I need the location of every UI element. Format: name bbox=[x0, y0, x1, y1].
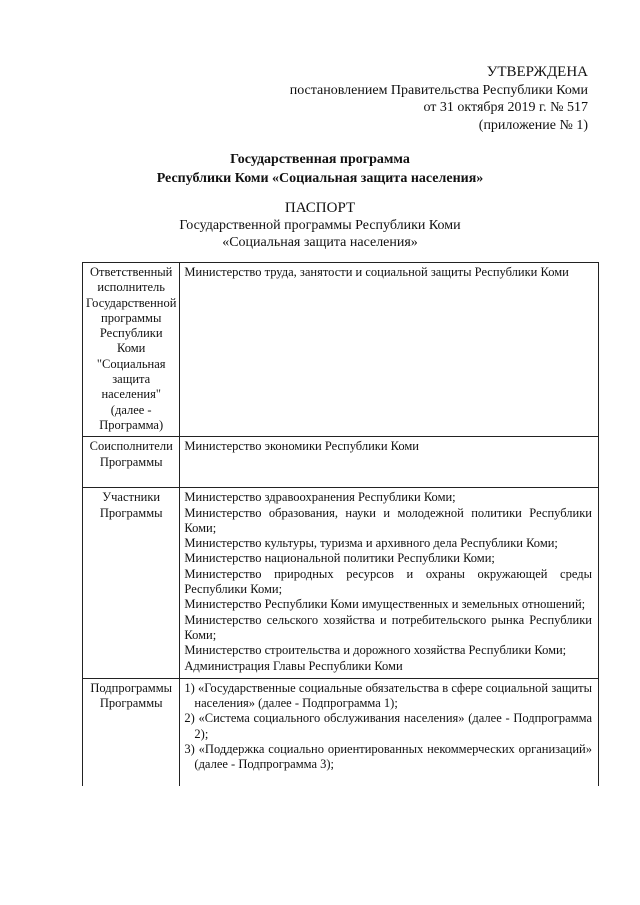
approval-line-1: постановлением Правительства Республики Коми bbox=[289, 82, 588, 98]
value-line: 1) «Государственные социальные обязательства в сфере социальной защиты населения» (далее - Подпрограмма 1); bbox=[184, 680, 592, 711]
approval-block bbox=[258, 64, 588, 134]
value-line: 2) «Система социального обслуживания населения» (далее - Подпрограмма 2); bbox=[184, 711, 592, 741]
row-label: Соисполнители Программы bbox=[83, 437, 180, 488]
approval-line-2: от 31 октября 2019 г. № 517 bbox=[423, 100, 588, 115]
program-title-line-1: Государственная программа bbox=[230, 152, 410, 167]
program-title-line-2: Республики Коми «Социальная защита населения» bbox=[156, 171, 484, 186]
value-line: Администрация Главы Республики Коми bbox=[184, 658, 403, 673]
passport-line-2: «Социальная защита населения» bbox=[222, 235, 418, 250]
passport-table bbox=[82, 262, 599, 786]
row-label: Участники Программы bbox=[83, 488, 180, 679]
table-row-subprograms bbox=[83, 678, 599, 786]
table-row-responsible bbox=[83, 263, 599, 437]
passport-heading-block bbox=[0, 200, 640, 251]
value-line: 3) «Поддержка социально ориентированных некоммерческих организаций» (далее - Подпрограмма 3); bbox=[184, 742, 592, 772]
value-line: Министерство культуры, туризма и архивного дела Республики Коми; bbox=[184, 536, 558, 551]
value-line: Министерство экономики Республики Коми bbox=[184, 439, 420, 454]
table-row-coexecutors bbox=[83, 437, 599, 488]
approval-line-3: (приложение № 1) bbox=[478, 117, 588, 133]
value-line: Министерство здравоохранения Республики Коми; bbox=[184, 490, 456, 505]
table-row-participants bbox=[83, 488, 599, 679]
value-line: Министерство образования, науки и молодежной политики Республики Коми; bbox=[184, 505, 592, 535]
passport-line-1: Государственной программы Республики Коми bbox=[179, 218, 461, 233]
row-label: Ответственный исполнитель Государственной программы Республики Коми "Социальная защита населения" (далее - Программа) bbox=[83, 263, 180, 437]
value-line: Министерство труда, занятости и социальной защиты Республики Коми bbox=[184, 265, 569, 279]
value-line: Министерство строительства и дорожного хозяйства Республики Коми; bbox=[184, 643, 567, 658]
program-title bbox=[0, 150, 640, 188]
row-value bbox=[180, 263, 599, 437]
value-line: Министерство природных ресурсов и охраны окружающей среды Республики Коми; bbox=[184, 566, 592, 597]
passport-heading: ПАСПОРТ bbox=[284, 200, 356, 216]
row-label: Подпрограммы Программы bbox=[83, 678, 180, 786]
value-line: Министерство национальной политики Республики Коми; bbox=[184, 551, 495, 566]
value-line: Министерство сельского хозяйства и потребительского рынка Республики Коми; bbox=[184, 612, 592, 642]
approval-stamp: УТВЕРЖДЕНА bbox=[486, 64, 588, 80]
row-value bbox=[180, 488, 599, 679]
row-value bbox=[180, 678, 599, 786]
value-line: Министерство Республики Коми имущественных и земельных отношений; bbox=[184, 597, 586, 612]
row-value bbox=[180, 437, 599, 488]
